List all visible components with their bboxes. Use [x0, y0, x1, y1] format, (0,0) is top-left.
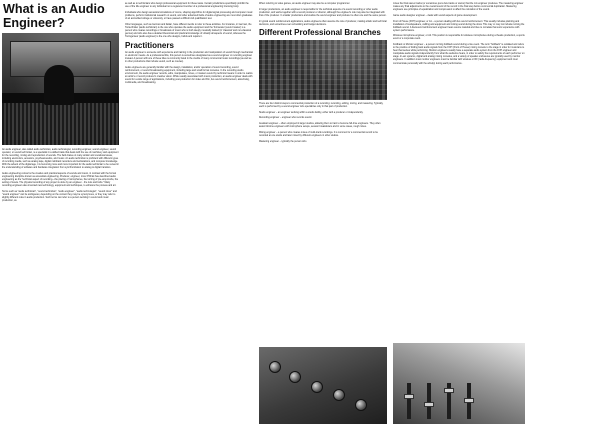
paragraph: mixes the final stereo tracks (or sometimes just a few tracks or stems) that the mix engineer produces. The mastering engineer makes any final adjustments to the overall sound of the record in the final step before commercial duplication. Mastering engineers use principles of equalization and compression to affect the coloration of the sound. [393, 3, 524, 12]
paragraph: Mastering engineer – typically the person who [259, 140, 307, 143]
column-3 [259, 0, 387, 146]
fader-icon [407, 383, 411, 419]
console-photo [259, 40, 387, 100]
fader-cap-icon [464, 398, 474, 403]
fader-cap-icon [424, 402, 434, 407]
studio-photo [2, 33, 119, 145]
paragraph: Audio engineers are generally familiar with the design, installation, and/or operation of sound recording, sound reinforcement, or sound broadcasting equipment, including large and small format consoles. In the recording studio environment, the audio engineer records, edits, manipulates, mixes, or masters sound by technical means in order to realize an artist's or record producer's creative vision. While usually associated with music production, an audio engineer deals with sound for a wide range of applications, including post-production for video and film, live sound reinforcement, advertising, multimedia, and broadcasting. [125, 66, 253, 85]
paragraph: Mixing engineer – a person who creates mixes of multi-track recordings. It is common for a commercial record to be recorded at one studio and later mixed by different engineers in other studios. [259, 131, 378, 137]
paragraph: Front of House (FOH) engineer, or A1 – a person dealing with live sound reinforcement. This usually includes planning and installation of loudspeakers, cabling and equipment and mixing sound during the show. This may or may not include running the foldback sound. A live/sound reinforcement engineer hears source material and tries to correlate that sonic experience with system performance. [393, 20, 525, 32]
column-4 [393, 0, 525, 68]
paragraph: Foldback or Monitor engineer – a person running foldback sound during a live event. The term "foldback" is outdated and refers to the practice of folding back audio signals from the FOH (Front of House) mixing console to the stage in order for musicians to hear themselves while performing. Monitor engineers usually have a separate audio system from the FOH engineer and manipulate audio signals independently from what the audience hears, in order to satisfy the requirements of each performer on stage. In-ear systems, digital and analog mixing consoles, and a variety of speaker enclosures are typically used by monitor engineers. In addition most monitor engineers must be familiar with wireless or RF (radio-frequency) equipment and must communicate personally with the artist(s) during each performance. [393, 44, 525, 65]
engineer-silhouette [44, 65, 74, 105]
paragraph: When referring to video games, an audio engineer may also be a computer programmer. [259, 3, 351, 5]
paragraph: Studio engineer – an engineer working within a studio facility, either with a producer or independently. [259, 111, 364, 114]
paragraph: Recording engineer – engineer who records sound. [259, 117, 312, 120]
paragraph: An audio engineer, also called audio technician, audio technologist, recording engineer, sound engineer, sound operator, or sound technician, is a specialist in a skilled trade that deals with the use of machinery and equipment for the recording, mixing and reproduction of sounds. The field draws on many artistic and vocational areas, including electronics, acoustics, psychoacoustics, and music. An audio technician is proficient with different types of recording media, such as analog tape, digital multitrack recorders and workstations, and computer knowledge. With the advent of the digital age, it is becoming more and more important for the audio technician to be versed in the understanding of software and hardware integration from synchronization to analog to digital transfers. [2, 149, 119, 170]
mixer-photo [393, 343, 525, 424]
section-heading-branches: Different Professional Branches [259, 28, 381, 38]
column-1 [2, 0, 119, 206]
fader-cap-icon [404, 394, 414, 399]
paragraph: Audio engineering concerns the creative and practical aspects of sounds and music, in contrast with the formal engineering discipline known as acoustical engineering. Producer, engineer, mixer Phil Ek has described audio engineering as the "technical aspect of recording—the placing of microphones, the turning of pre-amp knobs, the setting of levels. The physical recording of any project is done by an engineer... the nuts and bolts." Many recording engineers also invented new technology, equipment and techniques, to enhance the process and art. [2, 173, 119, 188]
knob-icon [355, 399, 367, 411]
paragraph: Wireless microphone engineer, or A2. This position is responsible for wireless microphones during a theatre production, a sports event or a corporate event. [393, 35, 525, 41]
fader-cap-icon [444, 388, 454, 393]
paragraph: Game audio designer engineer – deals with sound aspects of game development. [393, 14, 478, 17]
paragraph: Assistant engineer – often employed in larger studios, allowing them to train to become full-time engineers. They often assist full-time engineers with microphone setups, session breakdowns and in some cases, rough mixes. [259, 123, 381, 129]
section-heading-practitioners: Practitioners [125, 40, 174, 50]
paragraph: Individuals who design acoustical simulations of rooms, shaping algorithms for digital signal processing and computer music problems, perform institutional research on sound, and other advanced fields of audio engineering are most often graduates of an accredited college or university, or have passed a difficult civil qualification test. [125, 11, 253, 20]
page-title: What is an Audio Engineer? [3, 2, 105, 30]
paragraph: An audio engineer is someone with experience and training in the production and manipulation of sound through mechanical or electronic means. As a professional title, this person is sometimes designated as a sound engineer or recording engineer instead. A person with one of these titles is commonly listed in the credits of many commercial music recordings (as well as in other productions that include sound, such as movies). [125, 52, 253, 64]
paragraph: There are four distinct steps to commercial production of a recording: recording, editing, mixing, and mastering. Typically, each is performed by a sound engineer who specializes only in that part of production. [259, 102, 384, 108]
paragraph: In typical sound reinforcement applications, audio engineers often assume the role of producer, making artistic and technical decisions, and sometimes even scheduling and budget decisions. [259, 20, 387, 26]
knobs-photo [259, 347, 387, 424]
knob-icon [289, 371, 301, 383]
knob-icon [311, 381, 323, 393]
paragraph: as well as to technicians who design professional equipment for these tasks. Certain jurisdictions specifically prohibit the use of the title engineer to any individual not a registered member of a professional engineering licensing body. [125, 3, 249, 9]
paragraph: Other languages, such as German and Italian, have different words to refer to these activities. For instance, in German, the Tontechniker (audio technician) is the one who operates the audio equipment and the Tonmeister (sound master) is a person who creates recordings or broadcasts of music who is both deeply musically trained (in 'classical' and non-classical genres) and who also has a detailed theoretical and practical knowledge of virtually all aspects of sound, whereas the Toningenieur (audio engineer) is the one who designs, builds and repairs it. [125, 23, 252, 38]
knob-icon [333, 389, 345, 401]
fader-icon [427, 383, 431, 419]
paragraph: Terms such as "audio technician", "sound technician", "audio engineer", "audio technologist", "sound mixer" and "sound engineer" can be ambiguous; depending on the context they may be synonymous, or they may refer to slightly different roles in audio production. Such terms can refer to a person working in sound and music production, as [2, 190, 117, 203]
knob-icon [269, 361, 281, 373]
column-2 [125, 0, 253, 88]
paragraph: In larger productions, an audio engineer is responsible for the technical aspects of a sound recording or other audio production, and works together with a record producer or director, although the engineer's role may also be integrated with that of the producer. In smaller productions and studios the sound engineer and producer is often one and the same person. [259, 8, 387, 17]
